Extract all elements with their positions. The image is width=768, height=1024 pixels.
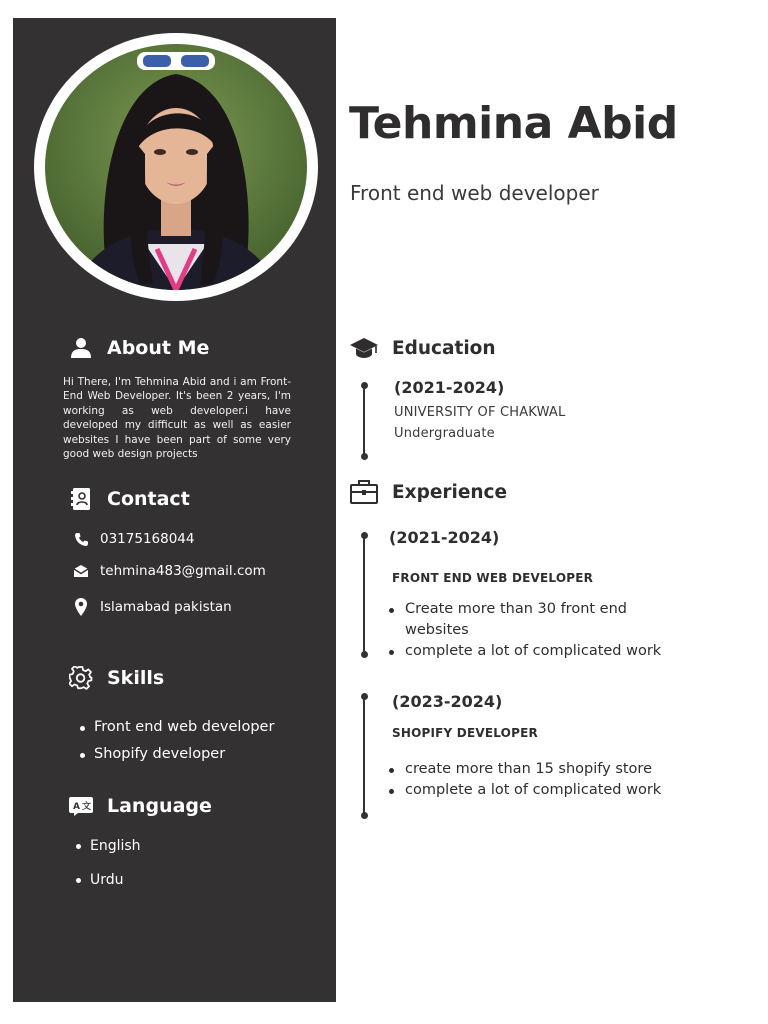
experience-job-title: SHOPIFY DEVELOPER: [392, 726, 538, 740]
contact-heading-label: Contact: [107, 488, 190, 510]
experience-timeline-2: [363, 696, 365, 816]
contact-heading: [68, 486, 190, 512]
contact-book-icon: [68, 486, 94, 512]
contact-email-text: tehmina483@gmail.com: [100, 563, 266, 579]
experience-points-2: [386, 759, 716, 801]
education-school: UNIVERSITY OF CHAKWAL: [394, 405, 566, 420]
experience-job-title: FRONT END WEB DEVELOPER: [392, 571, 594, 585]
skills-list: [78, 714, 274, 768]
education-level: Undergraduate: [394, 426, 495, 441]
experience-heading-label: Experience: [392, 481, 508, 503]
education-heading-label: Education: [392, 337, 496, 359]
svg-text:A: A: [73, 802, 80, 812]
list-item: create more than 15 shopify store: [386, 759, 716, 780]
candidate-role: Front end web developer: [350, 181, 599, 205]
education-period: (2021-2024): [394, 378, 505, 397]
list-item: Shopify developer: [78, 741, 274, 768]
contact-phone-text: 03175168044: [100, 531, 195, 547]
list-item: Front end web developer: [78, 714, 274, 741]
phone-icon: [72, 530, 90, 548]
experience-points-1: [386, 599, 716, 662]
list-item: Create more than 30 front end websites: [386, 599, 676, 641]
svg-text:文: 文: [82, 802, 92, 812]
user-icon: [68, 335, 94, 361]
experience-period: (2021-2024): [389, 528, 500, 547]
contact-phone[interactable]: [72, 530, 194, 548]
language-heading-label: Language: [107, 795, 212, 817]
location-pin-icon: [72, 598, 90, 616]
translate-icon: [68, 793, 94, 819]
about-text: Hi There, I'm Tehmina Abid and i am Front-End Web Developer. It's been 2 years, I'm working as web developer.i have developed my difficult as well as easier websites I have been part of some very good web design projects: [63, 376, 291, 461]
language-list: [74, 829, 141, 897]
about-heading-label: About Me: [107, 337, 210, 359]
profile-photo: [45, 44, 307, 290]
contact-email[interactable]: [72, 562, 266, 580]
skills-heading-label: Skills: [107, 667, 165, 689]
gear-icon: [68, 665, 94, 691]
experience-heading: [349, 479, 507, 505]
envelope-icon: [72, 562, 90, 580]
briefcase-icon: [349, 479, 379, 505]
list-item: English: [74, 829, 141, 863]
candidate-name: Tehmina Abid: [349, 98, 678, 149]
education-heading: [349, 335, 496, 361]
contact-location: [72, 598, 232, 616]
list-item: complete a lot of complicated work: [386, 780, 716, 801]
list-item: Urdu: [74, 863, 141, 897]
skills-heading: [68, 665, 164, 691]
list-item: complete a lot of complicated work: [386, 641, 716, 662]
language-heading: [68, 793, 212, 819]
about-heading: [68, 335, 209, 361]
experience-timeline-1: [363, 535, 365, 655]
contact-location-text: Islamabad pakistan: [100, 599, 232, 615]
education-timeline: [363, 385, 365, 457]
graduation-cap-icon: [349, 335, 379, 361]
experience-period: (2023-2024): [392, 692, 503, 711]
